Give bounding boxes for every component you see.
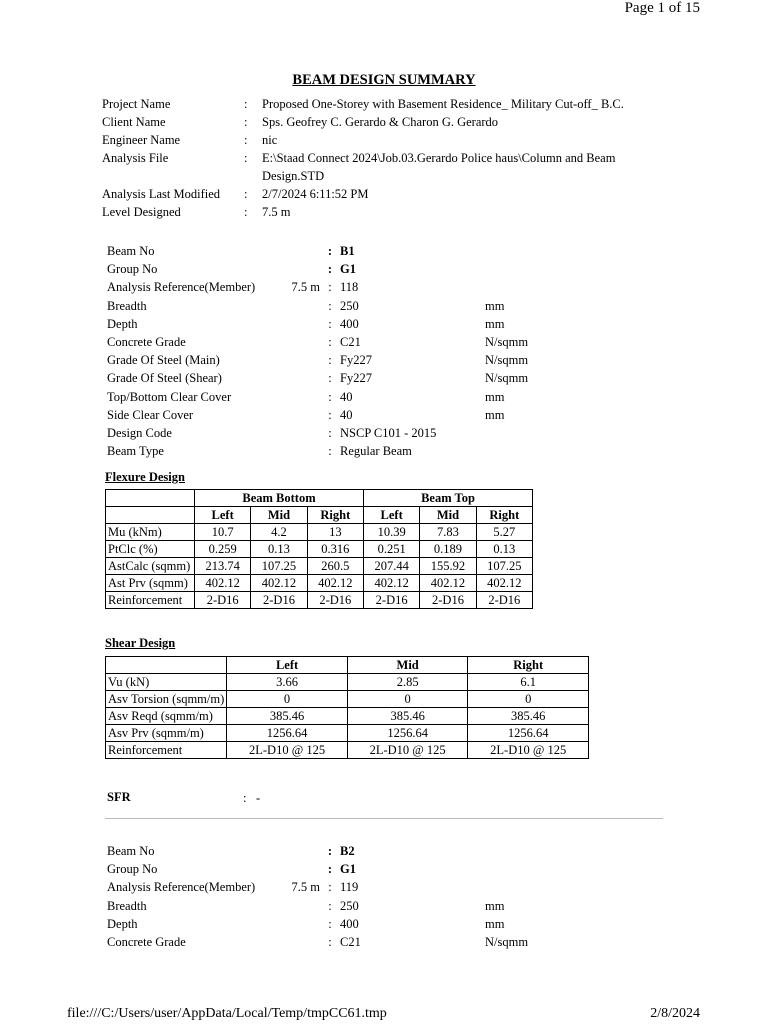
property-value: B1: [340, 244, 355, 258]
column-header: Right: [307, 507, 363, 524]
row-label: Asv Prv (sqmm/m): [106, 725, 227, 742]
section-divider: [105, 818, 663, 819]
table-cell: 13: [307, 524, 363, 541]
property-reference: [284, 897, 320, 915]
subheader-row: [106, 507, 533, 524]
colon: :: [244, 205, 248, 219]
project-label: Engineer Name: [102, 133, 181, 147]
property-reference: [284, 315, 320, 333]
row-label: Ast Prv (sqmm): [106, 575, 195, 592]
table-cell: 2-D16: [420, 592, 476, 609]
table-cell: 260.5: [307, 558, 363, 575]
table-cell: 2.85: [347, 674, 468, 691]
table-cell: 10.7: [195, 524, 251, 541]
property-reference: [284, 242, 320, 260]
property-row: [107, 842, 567, 860]
header-row: [106, 490, 533, 507]
property-value: 400: [340, 316, 359, 331]
project-value: E:\Staad Connect 2024\Job.03.Gerardo Police haus\Column and Beam Design.STD: [262, 151, 616, 183]
property-label: Breadth: [107, 898, 147, 913]
property-unit: [485, 442, 545, 460]
property-label: Design Code: [107, 425, 172, 440]
property-value: NSCP C101 - 2015: [340, 425, 437, 440]
flexure-design-table: [105, 489, 533, 609]
project-row: [102, 113, 662, 131]
property-row: [107, 442, 567, 460]
property-reference: [284, 406, 320, 424]
property-label: Top/Bottom Clear Cover: [107, 389, 232, 404]
project-value: 2/7/2024 6:11:52 PM: [262, 187, 369, 201]
table-cell: 385.46: [347, 708, 468, 725]
beam-2-properties: [107, 842, 567, 951]
header-row: [106, 657, 589, 674]
colon: :: [328, 316, 332, 331]
group-header: Beam Top: [363, 490, 532, 507]
property-unit: [485, 424, 545, 442]
row-label: Mu (kNm): [106, 524, 195, 541]
property-value: 40: [340, 407, 353, 422]
property-row: [107, 933, 567, 951]
property-value: Fy227: [340, 371, 372, 386]
colon: :: [244, 151, 248, 165]
project-info: [102, 95, 662, 221]
table-row: [106, 524, 533, 541]
property-row: [107, 315, 567, 333]
property-unit: [485, 278, 545, 296]
page-number: Page 1 of 15: [624, 0, 700, 16]
table-cell: 402.12: [307, 575, 363, 592]
row-label: Vu (kN): [106, 674, 227, 691]
project-row: [102, 203, 662, 221]
property-unit: mm: [485, 389, 505, 404]
table-cell: 2-D16: [476, 592, 532, 609]
property-unit: mm: [485, 916, 505, 931]
colon: :: [328, 371, 332, 386]
table-row: [106, 708, 589, 725]
property-reference: [284, 333, 320, 351]
property-reference: [284, 260, 320, 278]
table-cell: 402.12: [420, 575, 476, 592]
column-header: Mid: [420, 507, 476, 524]
property-reference: [284, 351, 320, 369]
property-value: G1: [340, 262, 356, 277]
table-row: [106, 674, 589, 691]
project-value: Proposed One-Storey with Basement Residence_ Military Cut-off_ B.C.: [262, 97, 624, 111]
property-reference: [284, 424, 320, 442]
table-cell: 2-D16: [251, 592, 307, 609]
property-label: Grade Of Steel (Main): [107, 353, 220, 368]
table-cell: 402.12: [363, 575, 419, 592]
row-label: Reinforcement: [106, 592, 195, 609]
property-unit: N/sqmm: [485, 353, 529, 368]
colon: :: [244, 115, 248, 129]
table-cell: 4.2: [251, 524, 307, 541]
property-unit: [485, 860, 545, 878]
table-cell: 2-D16: [363, 592, 419, 609]
property-row: [107, 369, 567, 387]
property-unit: [485, 260, 545, 278]
property-label: Concrete Grade: [107, 334, 186, 349]
beam-1-properties: [107, 242, 567, 460]
table-cell: 0.189: [420, 541, 476, 558]
colon: :: [328, 298, 332, 313]
property-value: B2: [340, 844, 355, 858]
table-cell: 2-D16: [195, 592, 251, 609]
colon: :: [328, 916, 332, 931]
property-unit: N/sqmm: [485, 371, 529, 386]
table-cell: 1256.64: [227, 725, 348, 742]
property-row: [107, 297, 567, 315]
colon: :: [327, 262, 333, 277]
table-cell: 3.66: [227, 674, 348, 691]
colon: :: [328, 425, 332, 440]
row-label: Asv Torsion (sqmm/m): [106, 691, 227, 708]
property-reference: [284, 388, 320, 406]
property-label: Side Clear Cover: [107, 407, 194, 422]
table-cell: 0: [468, 691, 589, 708]
property-label: Beam No: [107, 244, 155, 258]
property-unit: mm: [485, 316, 505, 331]
table-row: [106, 725, 589, 742]
table-cell: 1256.64: [468, 725, 589, 742]
property-row: [107, 915, 567, 933]
property-value: Regular Beam: [340, 444, 412, 459]
property-reference: 7.5 m: [291, 280, 320, 295]
colon: :: [328, 880, 332, 895]
property-value: 119: [340, 880, 359, 895]
colon: :: [244, 97, 248, 111]
property-value: C21: [340, 334, 361, 349]
table-row: [106, 592, 533, 609]
sfr-value: -: [256, 791, 261, 805]
property-row: [107, 351, 567, 369]
table-cell: 6.1: [468, 674, 589, 691]
property-reference: [284, 860, 320, 878]
column-header: Mid: [347, 657, 468, 674]
property-value: 400: [340, 916, 359, 931]
property-unit: mm: [485, 898, 505, 913]
table-cell: 2L-D10 @ 125: [347, 742, 468, 759]
property-label: Analysis Reference(Member): [107, 280, 256, 295]
table-cell: 155.92: [420, 558, 476, 575]
colon: :: [328, 444, 332, 459]
project-value: Sps. Geofrey C. Gerardo & Charon G. Gerardo: [262, 115, 499, 129]
property-reference: [284, 842, 320, 860]
colon: :: [328, 407, 332, 422]
table-row: [106, 541, 533, 558]
row-label: AstCalc (sqmm): [106, 558, 195, 575]
table-cell: 0.13: [476, 541, 532, 558]
property-unit: [485, 842, 545, 860]
header-cell: [106, 657, 227, 674]
column-header: Left: [195, 507, 251, 524]
table-cell: 1256.64: [347, 725, 468, 742]
table-cell: 0.259: [195, 541, 251, 558]
table-cell: 402.12: [195, 575, 251, 592]
table-cell: 213.74: [195, 558, 251, 575]
table-cell: 7.83: [420, 524, 476, 541]
table-cell: 385.46: [468, 708, 589, 725]
property-value: 118: [340, 280, 359, 295]
table-row: [106, 691, 589, 708]
row-label: Asv Reqd (sqmm/m): [106, 708, 227, 725]
property-label: Grade Of Steel (Shear): [107, 371, 222, 386]
flexure-design-title: Flexure Design: [105, 470, 185, 484]
table-cell: 402.12: [251, 575, 307, 592]
column-header: Right: [468, 657, 589, 674]
table-cell: 0.316: [307, 541, 363, 558]
colon: :: [327, 244, 333, 258]
table-cell: 385.46: [227, 708, 348, 725]
property-value: C21: [340, 934, 361, 949]
colon: :: [328, 934, 332, 949]
property-unit: [485, 878, 545, 896]
property-label: Concrete Grade: [107, 934, 186, 949]
property-value: G1: [340, 862, 356, 877]
column-header: Right: [476, 507, 532, 524]
shear-design-title: Shear Design: [105, 636, 176, 650]
table-cell: 2-D16: [307, 592, 363, 609]
header-cell: [106, 490, 195, 507]
property-row: [107, 333, 567, 351]
table-cell: 107.25: [476, 558, 532, 575]
property-row: [107, 388, 567, 406]
table-cell: 402.12: [476, 575, 532, 592]
property-row: [107, 897, 567, 915]
project-row: [102, 131, 662, 149]
footer-date: 2/8/2024: [650, 1006, 700, 1021]
property-unit: mm: [485, 298, 505, 313]
project-label: Level Designed: [102, 205, 181, 219]
property-value: Fy227: [340, 353, 372, 368]
group-header: Beam Bottom: [195, 490, 364, 507]
property-value: 40: [340, 389, 353, 404]
property-row: [107, 860, 567, 878]
property-row: [107, 406, 567, 424]
sfr-colon: :: [243, 791, 247, 805]
property-unit: N/sqmm: [485, 934, 529, 949]
header-cell: [106, 507, 195, 524]
project-label: Analysis Last Modified: [102, 187, 221, 201]
property-row: [107, 278, 567, 296]
project-label: Client Name: [102, 115, 166, 129]
table-cell: 0: [347, 691, 468, 708]
table-cell: 5.27: [476, 524, 532, 541]
project-row: [102, 185, 662, 203]
colon: :: [327, 844, 333, 858]
table-cell: 0: [227, 691, 348, 708]
property-label: Group No: [107, 262, 158, 277]
table-cell: 207.44: [363, 558, 419, 575]
colon: :: [328, 280, 332, 295]
project-label: Analysis File: [102, 151, 169, 165]
property-reference: [284, 933, 320, 951]
column-header: Mid: [251, 507, 307, 524]
property-unit: mm: [485, 407, 505, 422]
table-cell: 0.13: [251, 541, 307, 558]
colon: :: [328, 334, 332, 349]
property-row: [107, 242, 567, 260]
project-value: nic: [262, 133, 278, 147]
table-row: [106, 575, 533, 592]
document-title: BEAM DESIGN SUMMARY: [292, 72, 476, 88]
colon: :: [327, 862, 333, 877]
property-label: Analysis Reference(Member): [107, 880, 256, 895]
project-row: [102, 95, 662, 113]
property-value: 250: [340, 898, 359, 913]
property-row: [107, 260, 567, 278]
table-row: [106, 742, 589, 759]
table-cell: 107.25: [251, 558, 307, 575]
footer-file-path: file:///C:/Users/user/AppData/Local/Temp/tmpCC61.tmp: [67, 1006, 387, 1021]
sfr-label: SFR: [107, 790, 131, 804]
property-reference: [284, 915, 320, 933]
property-row: [107, 878, 567, 896]
column-header: Left: [227, 657, 348, 674]
column-header: Left: [363, 507, 419, 524]
property-label: Depth: [107, 916, 138, 931]
row-label: PtClc (%): [106, 541, 195, 558]
table-cell: 2L-D10 @ 125: [468, 742, 589, 759]
project-value: 7.5 m: [262, 205, 291, 219]
property-value: 250: [340, 298, 359, 313]
property-label: Beam No: [107, 844, 155, 858]
property-reference: 7.5 m: [291, 880, 320, 895]
property-reference: [284, 297, 320, 315]
colon: :: [244, 133, 248, 147]
colon: :: [328, 389, 332, 404]
property-row: [107, 424, 567, 442]
property-unit: N/sqmm: [485, 334, 529, 349]
row-label: Reinforcement: [106, 742, 227, 759]
property-reference: [284, 442, 320, 460]
colon: :: [244, 187, 248, 201]
property-label: Depth: [107, 316, 138, 331]
colon: :: [328, 353, 332, 368]
property-label: Breadth: [107, 298, 147, 313]
property-unit: [485, 242, 545, 260]
colon: :: [328, 898, 332, 913]
property-label: Group No: [107, 862, 158, 877]
property-label: Beam Type: [107, 444, 164, 459]
project-label: Project Name: [102, 97, 171, 111]
project-row: [102, 149, 662, 185]
table-cell: 2L-D10 @ 125: [227, 742, 348, 759]
table-cell: 0.251: [363, 541, 419, 558]
table-row: [106, 558, 533, 575]
shear-design-table: [105, 656, 589, 759]
property-reference: [284, 369, 320, 387]
table-cell: 10.39: [363, 524, 419, 541]
